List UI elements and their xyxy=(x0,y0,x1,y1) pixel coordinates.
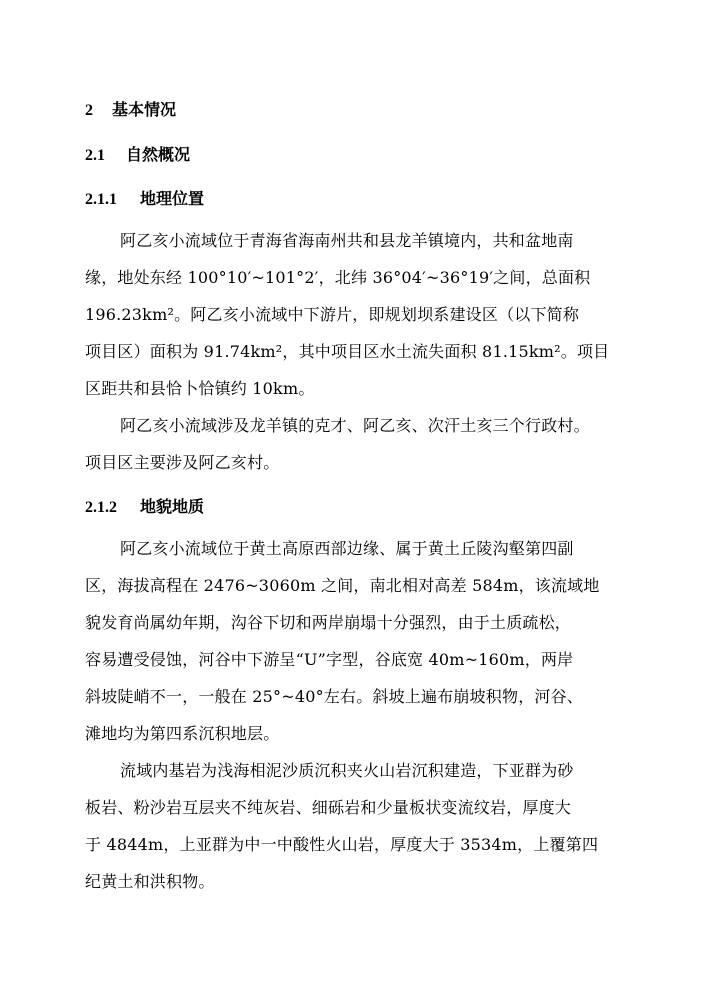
geology-heading xyxy=(85,495,204,520)
paragraph-line: 项目区）面积为 91.74km²，其中项目区水土流失面积 81.15km²。项目 xyxy=(85,342,610,361)
paragraph-line: 阿乙亥小流域涉及龙羊镇的克才、阿乙亥、次汗土亥三个行政村。 xyxy=(120,416,590,435)
section-title: 基本情况 xyxy=(112,100,177,119)
paragraph-line: 板岩、粉沙岩互层夹不纯灰岩、细砾岩和少量板状变流纹岩，厚度大 xyxy=(85,798,572,817)
paragraph-line: 斜坡陡峭不一，一般在 25°~40°左右。斜坡上遍布崩坡积物，河谷、 xyxy=(85,687,584,706)
paragraph-line: 流域内基岩为浅海相泥沙质沉积夹火山岩沉积建造，下亚群为砂 xyxy=(120,761,574,780)
location-number: 2.1.1 xyxy=(85,191,117,208)
geology-number: 2.1.2 xyxy=(85,499,117,516)
location-title: 地理位置 xyxy=(140,189,205,208)
paragraph-line: 196.23km²。阿乙亥小流域中下游片，即规划坝系建设区（以下简称 xyxy=(85,305,580,324)
paragraph-line: 滩地均为第四系沉积地层。 xyxy=(85,724,280,743)
subsection-number: 2.1 xyxy=(85,147,105,164)
paragraph-line: 容易遭受侵蚀，河谷中下游呈“U”字型，谷底宽 40m~160m，两岸 xyxy=(85,650,574,669)
section-number: 2 xyxy=(85,102,93,119)
subsection-title: 自然概况 xyxy=(126,145,191,164)
paragraph-line: 貌发育尚属幼年期，沟谷下切和两岸崩塌十分强烈，由于土质疏松， xyxy=(85,613,572,632)
paragraph-line: 阿乙亥小流域位于青海省海南州共和县龙羊镇境内，共和盆地南 xyxy=(120,231,574,250)
section-heading xyxy=(85,98,176,123)
paragraph-line: 区，海拔高程在 2476~3060m 之间，南北相对高差 584m，该流域地 xyxy=(85,576,600,595)
paragraph-line: 阿乙亥小流域位于黄土高原西部边缘、属于黄土丘陵沟壑第四副 xyxy=(120,539,574,558)
paragraph-line: 缘，地处东经 100°10′~101°2′，北纬 36°04′~36°19′之间，总面积 xyxy=(85,268,591,287)
location-heading xyxy=(85,187,204,212)
subsection-heading xyxy=(85,143,190,168)
paragraph-line: 区距共和县恰卜恰镇约 10km。 xyxy=(85,379,315,398)
paragraph-line: 于 4844m，上亚群为中一中酸性火山岩，厚度大于 3534m，上覆第四 xyxy=(85,835,599,854)
paragraph-line: 纪黄土和洪积物。 xyxy=(85,872,215,891)
geology-title: 地貌地质 xyxy=(140,497,205,516)
paragraph-line: 项目区主要涉及阿乙亥村。 xyxy=(85,453,280,472)
